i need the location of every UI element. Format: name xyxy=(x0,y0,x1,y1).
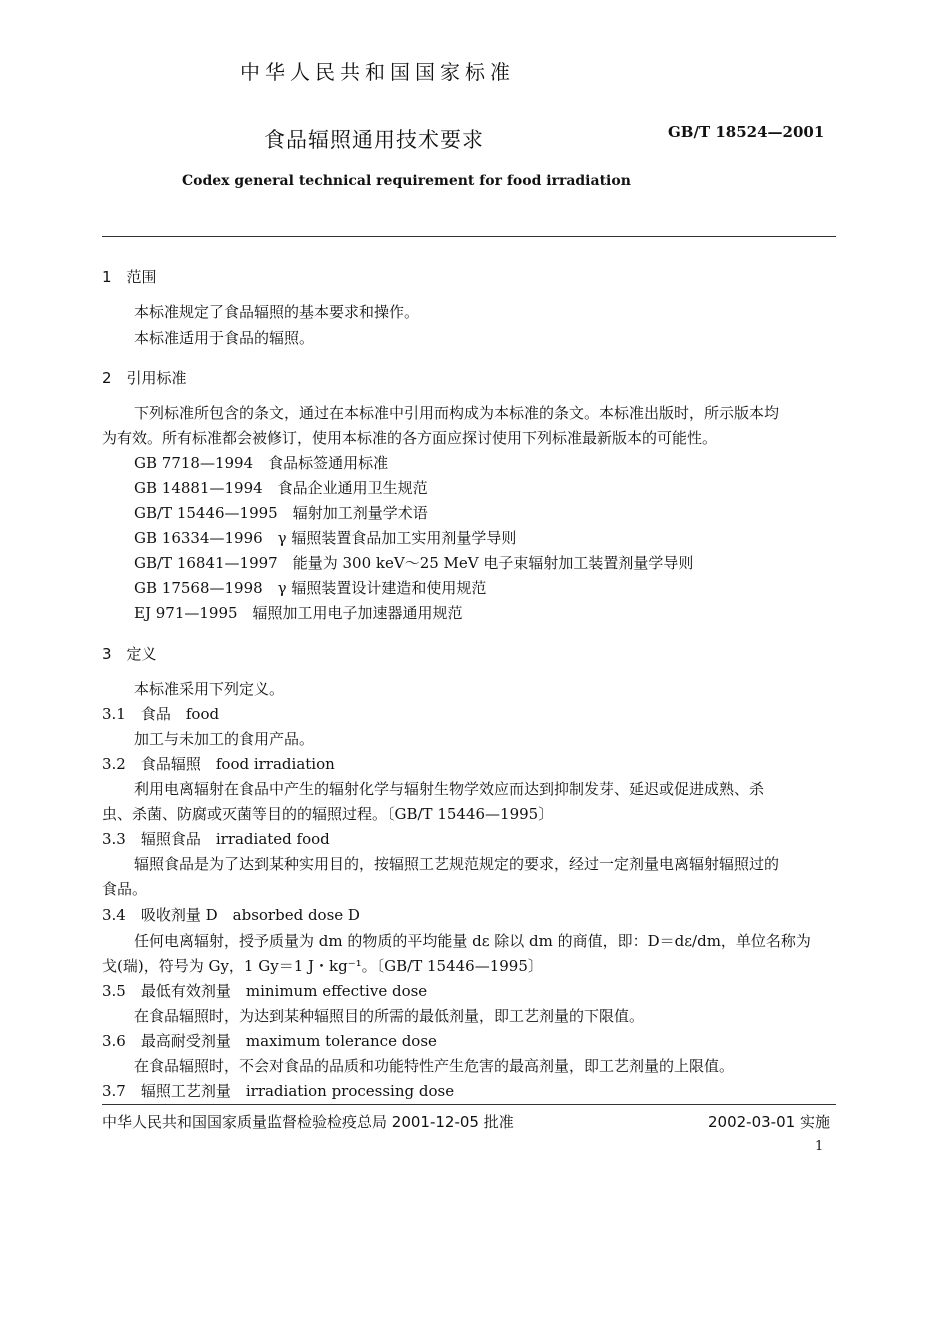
definition-heading: 3.2 食品辐照 food irradiation xyxy=(102,755,335,773)
implementation-date: 2002-03-01 实施 xyxy=(708,1113,830,1131)
paragraph: 为有效。所有标准都会被修订，使用本标准的各方面应探讨使用下列标准最新版本的可能性。 xyxy=(102,429,718,447)
section-heading-definitions: 3 定义 xyxy=(102,645,157,663)
definition-body: 利用电离辐射在食品中产生的辐射化学与辐射生物学效应而达到抑制发芽、延迟或促进成熟、杀 xyxy=(134,780,765,798)
definition-body: 在食品辐照时，不会对食品的品质和功能特性产生危害的最高剂量，即工艺剂量的上限值。 xyxy=(134,1057,735,1075)
paragraph: 本标准适用于食品的辐照。 xyxy=(134,329,315,347)
definition-heading: 3.3 辐照食品 irradiated food xyxy=(102,830,330,848)
definition-heading: 3.1 食品 food xyxy=(102,705,220,723)
definition-body: 虫、杀菌、防腐或灭菌等目的的辐照过程。〔GB/T 15446—1995〕 xyxy=(102,805,554,823)
reference-item: GB/T 16841—1997 能量为 300 keV～25 MeV 电子束辐射加工装置剂量学导则 xyxy=(134,554,694,572)
reference-item: GB 17568—1998 γ 辐照装置设计建造和使用规范 xyxy=(134,579,487,597)
definition-body: 加工与未加工的食用产品。 xyxy=(134,730,315,748)
header-divider xyxy=(102,236,836,237)
definition-body: 食品。 xyxy=(102,880,148,898)
section-heading-references: 2 引用标准 xyxy=(102,369,187,387)
reference-item: GB 7718—1994 食品标签通用标准 xyxy=(134,454,389,472)
standard-code: GB/T 18524—2001 xyxy=(668,123,825,141)
document-title: 食品辐照通用技术要求 xyxy=(264,128,484,152)
section-heading-scope: 1 范围 xyxy=(102,268,157,286)
paragraph: 本标准规定了食品辐照的基本要求和操作。 xyxy=(134,303,420,321)
national-standard-heading: 中华人民共和国国家标准 xyxy=(240,60,515,84)
definition-body: 辐照食品是为了达到某种实用目的，按辐照工艺规范规定的要求，经过一定剂量电离辐射辐照过的 xyxy=(134,855,780,873)
paragraph: 本标准采用下列定义。 xyxy=(134,680,285,698)
reference-item: GB 16334—1996 γ 辐照装置食品加工实用剂量学导则 xyxy=(134,529,517,547)
reference-item: GB/T 15446—1995 辐射加工剂量学术语 xyxy=(134,504,428,522)
approval-line: 中华人民共和国国家质量监督检验检疫总局 2001-12-05 批准 xyxy=(102,1113,514,1131)
definition-body: 任何电离辐射，授予质量为 dm 的物质的平均能量 dε 除以 dm 的商值，即：D＝dε/dm，单位名称为 xyxy=(134,932,811,950)
reference-item: GB 14881—1994 食品企业通用卫生规范 xyxy=(134,479,428,497)
footer-divider xyxy=(102,1104,836,1105)
definition-heading: 3.5 最低有效剂量 minimum effective dose xyxy=(102,982,428,1000)
reference-item: EJ 971—1995 辐照加工用电子加速器通用规范 xyxy=(134,604,463,622)
paragraph: 下列标准所包含的条文，通过在本标准中引用而构成为本标准的条文。本标准出版时，所示版本均 xyxy=(134,404,780,422)
definition-heading: 3.4 吸收剂量 D absorbed dose D xyxy=(102,906,360,924)
definition-body: 戈(瑞)，符号为 Gy，1 Gy＝1 J・kg⁻¹。〔GB/T 15446—1995〕 xyxy=(102,957,543,975)
english-title: Codex general technical requirement for food irradiation xyxy=(182,173,631,189)
definition-heading: 3.6 最高耐受剂量 maximum tolerance dose xyxy=(102,1032,437,1050)
page-number: 1 xyxy=(815,1139,824,1154)
definition-heading: 3.7 辐照工艺剂量 irradiation processing dose xyxy=(102,1082,455,1100)
definition-body: 在食品辐照时，为达到某种辐照目的所需的最低剂量，即工艺剂量的下限值。 xyxy=(134,1007,645,1025)
